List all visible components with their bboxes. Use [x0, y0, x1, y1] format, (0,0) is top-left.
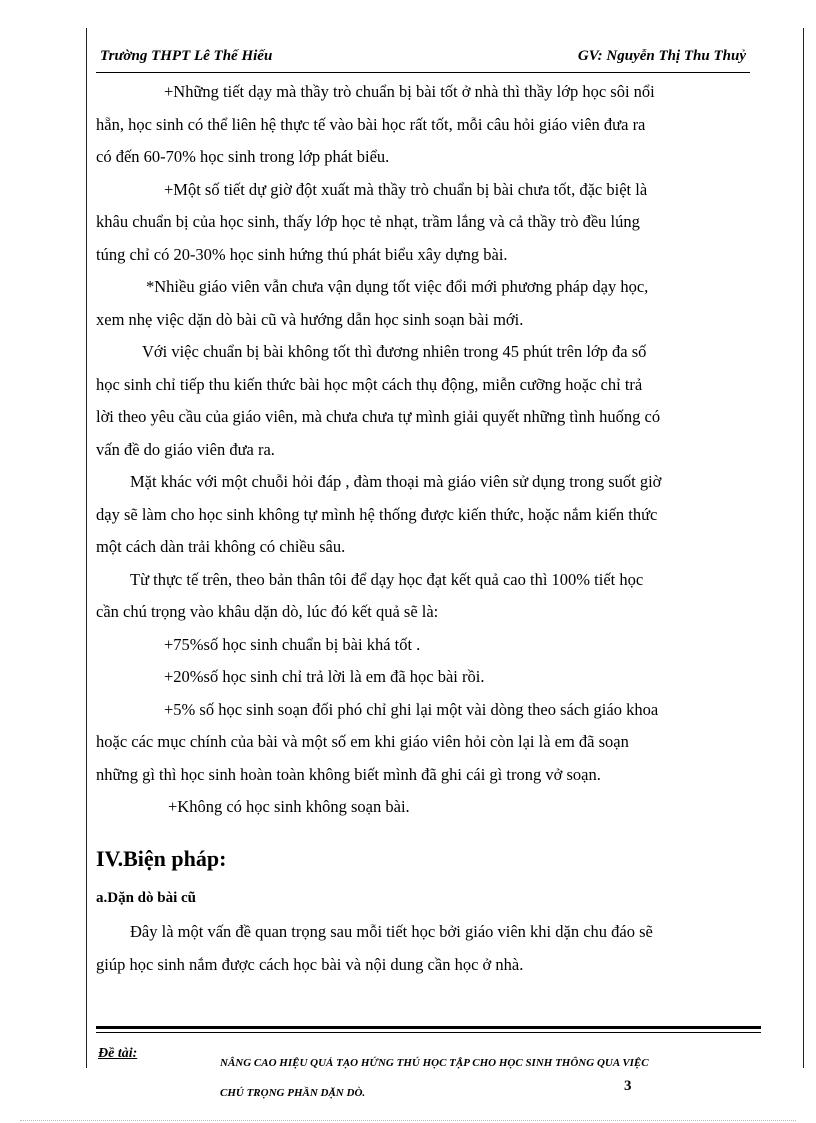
paragraph — [96, 916, 761, 981]
footer-title-line: CHÚ TRỌNG PHẦN DẶN DÒ. — [220, 1087, 366, 1099]
text-line: *Nhiều giáo viên vẫn chưa vận dụng tốt việc đổi mới phương pháp dạy học, — [146, 277, 649, 296]
text-line: túng chỉ có 20-30% học sinh hứng thú phát biểu xây dựng bài. — [96, 244, 508, 264]
paragraph — [96, 791, 761, 824]
text-line: những gì thì học sinh hoàn toàn không biết mình đã ghi cái gì trong vở soạn. — [96, 764, 601, 784]
text-line: học sinh chỉ tiếp thu kiến thức bài học một cách thụ động, miễn cưỡng hoặc chỉ trả — [96, 374, 643, 394]
text-line: một cách dàn trải không có chiều sâu. — [96, 537, 346, 556]
text-line: +75%số học sinh chuẩn bị bài khá tốt . — [164, 634, 421, 654]
page-header — [100, 48, 746, 72]
page-number: 3 — [624, 1078, 632, 1094]
paragraph — [96, 336, 761, 466]
text-line: dạy sẽ làm cho học sinh không tự mình hệ thống được kiến thức, hoặc nắm kiến thức — [96, 504, 658, 524]
text-line: hoặc các mục chính của bài và một số em khi giáo viên hỏi còn lại là em đã soạn — [96, 732, 629, 751]
paragraph — [96, 271, 761, 336]
teacher-name: GV: Nguyễn Thị Thu Thuỷ — [577, 48, 746, 64]
text-line: giúp học sinh nắm được cách học bài và nội dung cần học ở nhà. — [96, 954, 524, 974]
page-border-right — [803, 28, 804, 1068]
text-line: Từ thực tế trên, theo bản thân tôi để dạy học đạt kết quả cao thì 100% tiết học — [130, 569, 644, 589]
footer-rule-thick — [96, 1026, 761, 1029]
sub-heading: a.Dặn dò bài cũ — [96, 890, 197, 906]
text-line: +20%số học sinh chỉ trả lời là em đã học bài rồi. — [164, 667, 485, 686]
paragraph — [96, 564, 761, 629]
footer-rule-thin — [96, 1032, 761, 1033]
body-text — [96, 76, 761, 824]
footer-label: Đề tài: — [98, 1046, 138, 1061]
text-line: có đến 60-70% học sinh trong lớp phát biểu. — [96, 147, 390, 166]
text-line: xem nhẹ việc dặn dò bài cũ và hướng dẫn học sinh soạn bài mới. — [96, 309, 524, 329]
school-name: Trường THPT Lê Thế Hiếu — [100, 48, 273, 64]
text-line: Mặt khác với một chuỗi hỏi đáp , đàm thoại mà giáo viên sử dụng trong suốt giờ — [130, 472, 662, 491]
paragraph — [96, 466, 761, 564]
paragraph — [96, 174, 761, 272]
text-line: cần chú trọng vào khâu dặn dò, lúc đó kết quả sẽ là: — [96, 602, 439, 621]
section-body — [96, 916, 761, 981]
paragraph — [96, 76, 761, 174]
paragraph — [96, 694, 761, 792]
paragraph — [96, 661, 761, 694]
text-line: Với việc chuẩn bị bài không tốt thì đương nhiên trong 45 phút trên lớp đa số — [142, 342, 647, 361]
bottom-divider — [20, 1120, 796, 1121]
footer-title-line: NÂNG CAO HIỆU QUẢ TẠO HỨNG THÚ HỌC TẬP CHO HỌC SINH THÔNG QUA VIỆC — [220, 1057, 649, 1069]
text-line: vấn đề do giáo viên đưa ra. — [96, 439, 275, 459]
text-line: lời theo yêu cầu của giáo viên, mà chưa chưa tự mình giải quyết những tình huống có — [96, 407, 661, 426]
text-line: +Những tiết dạy mà thầy trò chuẩn bị bài tốt ở nhà thì thầy lớp học sôi nổi — [164, 82, 655, 101]
page-border-left — [86, 28, 87, 1068]
text-line: +Không có học sinh không soạn bài. — [168, 797, 410, 816]
footer-title — [220, 1048, 760, 1108]
text-line: khâu chuẩn bị của học sinh, thấy lớp học tẻ nhạt, trầm lắng và cả thầy trò đều lúng — [96, 212, 640, 231]
text-line: +5% số học sinh soạn đối phó chỉ ghi lại một vài dòng theo sách giáo khoa — [164, 699, 659, 719]
text-line: +Một số tiết dự giờ đột xuất mà thầy trò chuẩn bị bài chưa tốt, đặc biệt là — [164, 179, 648, 199]
section-heading: IV.Biện pháp: — [96, 846, 227, 871]
header-rule — [96, 72, 750, 73]
text-line: Đây là một vấn đề quan trọng sau mỗi tiết học bởi giáo viên khi dặn chu đáo sẽ — [130, 922, 653, 941]
text-line: hẵn, học sinh có thể liên hệ thực tế vào bài học rất tốt, mỗi câu hỏi giáo viên đưa ra — [96, 114, 646, 134]
paragraph — [96, 629, 761, 662]
